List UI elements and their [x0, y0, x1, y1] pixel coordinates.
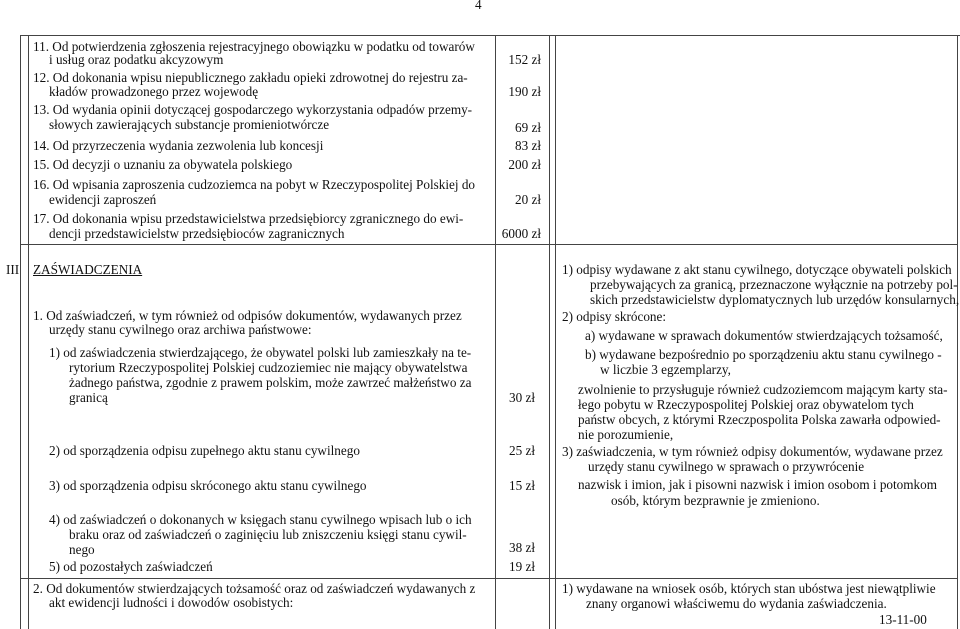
sub5-amount: 19 zł — [508, 559, 535, 574]
ex2b-line2: w liczbie 3 egzemplarzy, — [600, 362, 731, 377]
sub1-amount: 30 zł — [508, 390, 535, 405]
sub2-line: 2) od sporządzenia odpisu zupełnego aktu stanu cywilnego — [49, 443, 360, 458]
ex2c-line2: łego pobytu w Rzeczypospolitej Polskiej oraz obywatelom tych — [578, 397, 914, 412]
item-17-line1: 17. Od dokonania wpisu przedstawicielstwa przedsiębiorcy zgranicznego do ewi- — [33, 211, 464, 226]
item1-line2: urzędy stanu cywilnego oraz archiwa państwowe: — [49, 322, 312, 337]
item2-line2: akt ewidencji ludności i dowodów osobistych: — [49, 595, 294, 610]
item-13-line2: słowych zawierających substancje promieniotwórcze — [49, 117, 330, 132]
item-12-line1: 12. Od dokonania wpisu niepublicznego zakładu opieki zdrowotnej do rejestru za- — [33, 70, 468, 85]
item-15-amount: 200 zł — [508, 157, 541, 172]
item-11-line2: i usług oraz podatku akcyzowym — [49, 52, 224, 67]
sub3-amount: 15 zł — [508, 478, 535, 493]
item-11-line1: 11. Od potwierdzenia zgłoszenia rejestracyjnego obowiązku w podatku od towarów — [33, 39, 475, 54]
item-11-amount: 152 zł — [508, 52, 541, 67]
ex1-line1: 1) odpisy wydawane z akt stanu cywilnego, dotyczące obywateli polskich — [562, 262, 952, 277]
sub4-amount: 38 zł — [508, 540, 535, 555]
item-12-amount: 190 zł — [508, 84, 541, 99]
sub1-line3: żadnego państwa, zgodnie z prawem polskim, może zawrzeć małżeństwo za — [69, 375, 472, 390]
sub1-line2: rytorium Rzeczypospolitej Polskiej cudzoziemiec nie mający obywatelstwa — [69, 360, 468, 375]
ex3-line1: 3) zaświadczenia, w tym również odpisy dokumentów, wydawane przez — [562, 444, 943, 459]
ex2c-line4: nie porozumienie, — [578, 427, 674, 442]
sub1-line4: granicą — [69, 390, 108, 405]
col-line-5 — [957, 35, 958, 629]
item1-line1: 1. Od zaświadczeń, w tym również od odpisów dokumentów, wydawanych przez — [33, 308, 462, 323]
page-number: 4 — [475, 0, 482, 12]
ex4-line2: znany organowi właściwemu do wydania zaświadczenia. — [586, 596, 887, 611]
item-12-line2: kładów prowadzonego przez wojewodę — [49, 84, 259, 99]
ex1-line3: skich przedstawicielstw dyplomatycznych lub urzędów konsularnych, — [590, 292, 960, 307]
item-17-line2: dencji przedstawicielstw przedsiębioców zagranicznych — [49, 226, 345, 241]
ex4-line1: 1) wydawane na wniosek osób, których stan ubóstwa jest niewątpliwie — [562, 581, 936, 596]
top-rule — [20, 35, 960, 36]
ex2-line: 2) odpisy skrócone: — [562, 309, 667, 324]
ex2a-line: a) wydawane w sprawach dokumentów stwierdzających tożsamość, — [585, 328, 943, 343]
ex2c-line3: państw obcych, z którymi Rzeczpospolita Polska zawarła odpowied- — [578, 412, 941, 427]
sub3-line: 3) od sporządzenia odpisu skróconego aktu stanu cywilnego — [49, 478, 367, 493]
col-line-1 — [28, 35, 29, 629]
item-15-line1: 15. Od decyzji o uznaniu za obywatela polskiego — [33, 157, 293, 172]
ex1-line2: przebywających za granicą, przeznaczone wyłącznie na potrzeby pol- — [590, 277, 958, 292]
footer-code: 13-11-00 — [879, 612, 927, 627]
item-16-line2: ewidencji zaproszeń — [49, 192, 157, 207]
section-roman: III — [6, 262, 20, 277]
item-17-amount: 6000 zł — [501, 226, 541, 241]
section-divider — [20, 244, 958, 245]
section-heading: ZAŚWIADCZENIA — [33, 262, 143, 277]
item-13-line1: 13. Od wydania opinii dotyczącej gospodarczego wykorzystania odpadów przemy- — [33, 102, 473, 117]
col-line-3 — [549, 35, 550, 629]
sub4-line3: nego — [69, 542, 95, 557]
sub4-line1: 4) od zaświadczeń o dokonanych w księgach stanu cywilnego wpisach lub o ich — [49, 512, 472, 527]
item-16-line1: 16. Od wpisania zaproszenia cudzoziemca na pobyt w Rzeczypospolitej Polskiej do — [33, 177, 476, 192]
item2-line1: 2. Od dokumentów stwierdzających tożsamość oraz od zaświadczeń wydawanych z — [33, 581, 476, 596]
item-16-amount: 20 zł — [514, 192, 541, 207]
item-14-line1: 14. Od przyrzeczenia wydania zezwolenia lub koncesji — [33, 138, 324, 153]
ex2b-line1: b) wydawane bezpośrednio po sporządzeniu aktu stanu cywilnego - — [585, 347, 942, 362]
col-line-4 — [555, 35, 556, 629]
sub5-line: 5) od pozostałych zaświadczeń — [49, 559, 213, 574]
section-divider-2 — [20, 578, 958, 579]
sub1-line1: 1) od zaświadczenia stwierdzającego, że obywatel polski lub zamieszkały na te- — [49, 345, 472, 360]
sub2-amount: 25 zł — [508, 443, 535, 458]
ex3-line2: urzędy stanu cywilnego w sprawach o przywrócenie — [588, 459, 865, 474]
item-13-amount: 69 zł — [514, 120, 541, 135]
ex3-line3: nazwisk i imion, jak i pisowni nazwisk i imion osobom i potomkom — [578, 477, 937, 492]
sub4-line2: braku oraz od zaświadczeń o zaginięciu lub zniszczeniu księgi stanu cywil- — [69, 527, 467, 542]
ex3-line4: osób, którym bezprawnie je zmieniono. — [611, 493, 820, 508]
item-14-amount: 83 zł — [514, 138, 541, 153]
ex2c-line1: zwolnienie to przysługuje również cudzoziemcom mającym karty sta- — [578, 382, 948, 397]
col-line-0 — [20, 35, 21, 629]
